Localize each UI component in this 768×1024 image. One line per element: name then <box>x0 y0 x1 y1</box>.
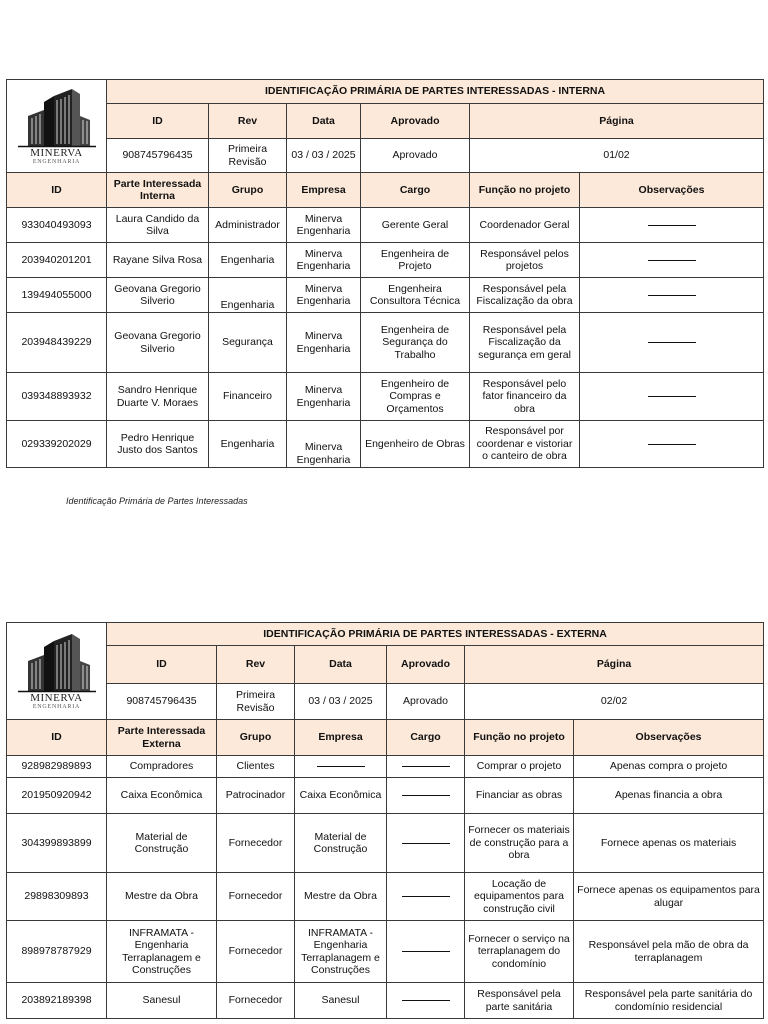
column-header-grupo: Grupo <box>209 173 287 208</box>
row-observacoes <box>580 243 764 278</box>
row-observacoes: Fornece apenas os equipamentos para alugar <box>574 873 764 921</box>
table-row <box>7 756 764 778</box>
meta-id: 908745796435 <box>107 684 217 720</box>
table-row <box>7 278 764 313</box>
row-grupo: Fornecedor <box>217 814 295 873</box>
meta-header-pagina: Página <box>470 104 764 139</box>
table-row <box>7 921 764 983</box>
meta-header-data: Data <box>287 104 361 139</box>
row-cargo: Gerente Geral <box>361 208 470 243</box>
row-observacoes: Responsável pela parte sanitária do condomínio residencial <box>574 983 764 1019</box>
row-grupo: Engenharia <box>209 243 287 278</box>
row-observacoes <box>580 278 764 313</box>
meta-data: 03 / 03 / 2025 <box>287 139 361 173</box>
row-funcao: Responsável por coordenar e vistoriar o canteiro de obra <box>470 421 580 468</box>
meta-header-id: ID <box>107 104 209 139</box>
row-grupo: Patrocinador <box>217 778 295 814</box>
blank-line <box>648 395 696 397</box>
row-empresa: Minerva Engenharia <box>287 373 361 421</box>
table-row <box>7 983 764 1019</box>
row-id: 29898309893 <box>7 873 107 921</box>
row-funcao: Fornecer o serviço na terraplanagem do condomínio <box>465 921 574 983</box>
row-cargo: Engenheira de Projeto <box>361 243 470 278</box>
row-id: 201950920942 <box>7 778 107 814</box>
table-row <box>7 243 764 278</box>
row-cargo <box>387 814 465 873</box>
column-header-id: ID <box>7 720 107 756</box>
logo-name: MINERVA <box>30 692 83 704</box>
row-empresa: Caixa Econômica <box>295 778 387 814</box>
row-grupo: Fornecedor <box>217 983 295 1019</box>
table-row <box>7 814 764 873</box>
figure-caption: Identificação Primária de Partes Interessadas <box>66 496 248 506</box>
row-funcao: Responsável pelo fator financeiro da obra <box>470 373 580 421</box>
table-row <box>7 208 764 243</box>
row-cargo <box>387 778 465 814</box>
blank-line <box>402 794 450 796</box>
row-empresa <box>295 756 387 778</box>
blank-line <box>402 895 450 897</box>
meta-rev: Primeira Revisão <box>217 684 295 720</box>
meta-header-rev: Rev <box>217 646 295 684</box>
meta-aprovado: Aprovado <box>361 139 470 173</box>
blank-line <box>648 259 696 261</box>
meta-pagina: 01/02 <box>470 139 764 173</box>
row-id: 029339202029 <box>7 421 107 468</box>
row-cargo: Engenheira Consultora Técnica <box>361 278 470 313</box>
blank-line <box>648 224 696 226</box>
row-funcao: Coordenador Geral <box>470 208 580 243</box>
row-observacoes <box>580 208 764 243</box>
row-empresa: Minerva Engenharia <box>287 313 361 373</box>
row-empresa: Minerva Engenharia <box>287 278 361 313</box>
row-id: 933040493093 <box>7 208 107 243</box>
row-id: 898978787929 <box>7 921 107 983</box>
table-row <box>7 421 764 468</box>
meta-data: 03 / 03 / 2025 <box>295 684 387 720</box>
row-funcao: Fornecer os materiais de construção para a obra <box>465 814 574 873</box>
building-logo-icon <box>14 631 100 693</box>
row-id: 139494055000 <box>7 278 107 313</box>
row-funcao: Responsável pela Fiscalização da segurança em geral <box>470 313 580 373</box>
column-header-cargo: Cargo <box>361 173 470 208</box>
row-id: 928982989893 <box>7 756 107 778</box>
row-id: 039348893932 <box>7 373 107 421</box>
company-logo <box>7 623 107 720</box>
blank-line <box>402 950 450 952</box>
row-empresa: Minerva Engenharia <box>287 243 361 278</box>
blank-line <box>402 999 450 1001</box>
row-parte: Caixa Econômica <box>107 778 217 814</box>
meta-header-aprovado: Aprovado <box>361 104 470 139</box>
blank-line <box>648 443 696 445</box>
logo-tagline: ENGENHARIA <box>32 159 81 165</box>
meta-header-id: ID <box>107 646 217 684</box>
meta-header-data: Data <box>295 646 387 684</box>
row-parte: Sandro Henrique Duarte V. Moraes <box>107 373 209 421</box>
row-cargo <box>387 873 465 921</box>
row-observacoes: Apenas compra o projeto <box>574 756 764 778</box>
blank-line <box>648 341 696 343</box>
table-row <box>7 313 764 373</box>
column-header-grupo: Grupo <box>217 720 295 756</box>
row-parte: Geovana Gregorio Silverio <box>107 313 209 373</box>
building-logo-icon <box>14 86 100 148</box>
row-grupo: Engenharia <box>209 278 287 313</box>
logo-name: MINERVA <box>30 147 83 159</box>
row-observacoes: Responsável pela mão de obra da terraplanagem <box>574 921 764 983</box>
row-observacoes <box>580 373 764 421</box>
row-grupo: Financeiro <box>209 373 287 421</box>
row-funcao: Locação de equipamentos para construção civil <box>465 873 574 921</box>
blank-line <box>317 765 365 767</box>
row-cargo <box>387 921 465 983</box>
row-parte: Compradores <box>107 756 217 778</box>
column-header-observacoes: Observações <box>574 720 764 756</box>
column-header-funcao: Função no projeto <box>470 173 580 208</box>
row-observacoes <box>580 421 764 468</box>
column-header-parte: Parte Interessada Externa <box>107 720 217 756</box>
row-funcao: Responsável pela parte sanitária <box>465 983 574 1019</box>
meta-rev: Primeira Revisão <box>209 139 287 173</box>
row-empresa: Material de Construção <box>295 814 387 873</box>
row-empresa: Minerva Engenharia <box>287 421 361 468</box>
row-parte: Laura Candido da Silva <box>107 208 209 243</box>
column-header-funcao: Função no projeto <box>465 720 574 756</box>
row-parte: Sanesul <box>107 983 217 1019</box>
row-grupo: Administrador <box>209 208 287 243</box>
column-header-id: ID <box>7 173 107 208</box>
row-id: 203892189398 <box>7 983 107 1019</box>
row-parte: Material de Construção <box>107 814 217 873</box>
row-parte: Pedro Henrique Justo dos Santos <box>107 421 209 468</box>
row-grupo: Engenharia <box>209 421 287 468</box>
blank-line <box>402 842 450 844</box>
meta-aprovado: Aprovado <box>387 684 465 720</box>
row-grupo: Fornecedor <box>217 873 295 921</box>
row-observacoes: Fornece apenas os materiais <box>574 814 764 873</box>
meta-header-rev: Rev <box>209 104 287 139</box>
row-parte: Mestre da Obra <box>107 873 217 921</box>
row-id: 203948439229 <box>7 313 107 373</box>
row-cargo: Engenheira de Segurança do Trabalho <box>361 313 470 373</box>
blank-line <box>402 765 450 767</box>
row-id: 304399893899 <box>7 814 107 873</box>
row-observacoes: Apenas financia a obra <box>574 778 764 814</box>
row-cargo: Engenheiro de Obras <box>361 421 470 468</box>
external-stakeholder-table <box>6 622 764 1019</box>
row-grupo: Segurança <box>209 313 287 373</box>
row-observacoes <box>580 313 764 373</box>
row-funcao: Financiar as obras <box>465 778 574 814</box>
row-empresa: Minerva Engenharia <box>287 208 361 243</box>
meta-header-aprovado: Aprovado <box>387 646 465 684</box>
column-header-observacoes: Observações <box>580 173 764 208</box>
column-header-parte: Parte Interessada Interna <box>107 173 209 208</box>
row-parte: Rayane Silva Rosa <box>107 243 209 278</box>
company-logo <box>7 80 107 173</box>
row-funcao: Responsável pelos projetos <box>470 243 580 278</box>
table-row <box>7 778 764 814</box>
meta-id: 908745796435 <box>107 139 209 173</box>
column-header-cargo: Cargo <box>387 720 465 756</box>
internal-stakeholder-table <box>6 79 764 468</box>
row-empresa: INFRAMATA - Engenharia Terraplanagem e Construções <box>295 921 387 983</box>
row-parte: Geovana Gregorio Silverio <box>107 278 209 313</box>
meta-header-pagina: Página <box>465 646 764 684</box>
table-title: IDENTIFICAÇÃO PRIMÁRIA DE PARTES INTERESSADAS - EXTERNA <box>107 623 764 646</box>
row-grupo: Fornecedor <box>217 921 295 983</box>
row-parte: INFRAMATA - Engenharia Terraplanagem e Construções <box>107 921 217 983</box>
meta-pagina: 02/02 <box>465 684 764 720</box>
column-header-empresa: Empresa <box>295 720 387 756</box>
table-row <box>7 373 764 421</box>
row-funcao: Comprar o projeto <box>465 756 574 778</box>
row-cargo <box>387 756 465 778</box>
row-cargo: Engenheiro de Compras e Orçamentos <box>361 373 470 421</box>
row-cargo <box>387 983 465 1019</box>
logo-tagline: ENGENHARIA <box>32 704 81 710</box>
table-row <box>7 873 764 921</box>
blank-line <box>648 294 696 296</box>
row-grupo: Clientes <box>217 756 295 778</box>
row-funcao: Responsável pela Fiscalização da obra <box>470 278 580 313</box>
row-empresa: Sanesul <box>295 983 387 1019</box>
column-header-empresa: Empresa <box>287 173 361 208</box>
row-empresa: Mestre da Obra <box>295 873 387 921</box>
row-id: 203940201201 <box>7 243 107 278</box>
table-title: IDENTIFICAÇÃO PRIMÁRIA DE PARTES INTERESSADAS - INTERNA <box>107 80 764 104</box>
